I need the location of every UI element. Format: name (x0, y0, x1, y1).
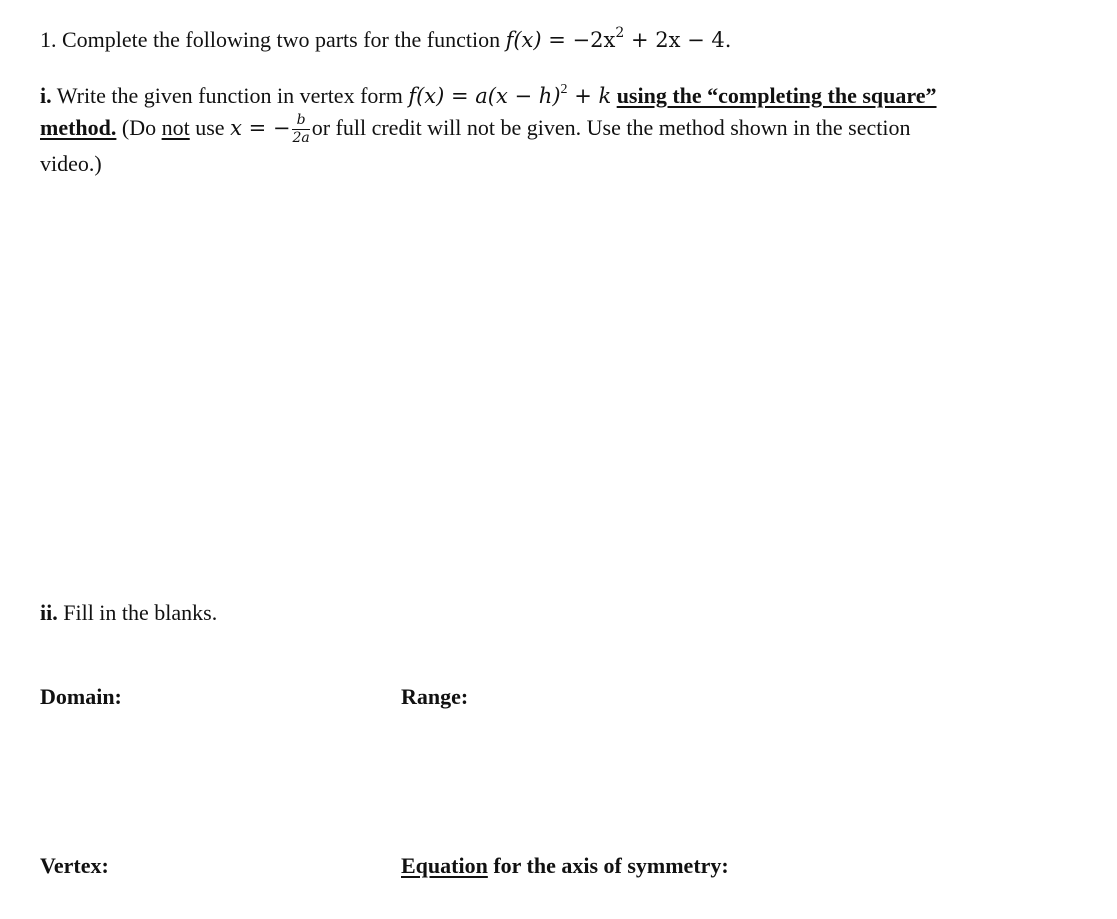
question-line (40, 25, 732, 52)
method-emphasis-a: using the “completing the square” (616, 83, 937, 108)
part1-line1 (40, 81, 937, 108)
range-label: Range: (401, 684, 469, 709)
part1-text-a: Write the given function in vertex form (51, 83, 409, 108)
domain-label: Domain: (40, 684, 122, 709)
function-lhs: f(x) (505, 28, 542, 52)
part1-line3-text: video.) (40, 151, 102, 176)
fraction-denominator: 2a (292, 129, 310, 146)
vertex-label: Vertex: (40, 853, 109, 878)
axis-rest: for the axis of symmetry: (487, 853, 729, 878)
function-rhs-a: −2x (572, 28, 616, 52)
vertex-form-b: + k (567, 84, 612, 108)
part2-text: Fill in the blanks. (57, 600, 218, 625)
use-text: use (189, 115, 231, 141)
fraction-b-over-2a (292, 113, 309, 145)
part1-line2 (40, 114, 911, 146)
part2-label: ii. (40, 600, 58, 625)
method-emphasis-b: method. (40, 115, 117, 141)
part2-line (40, 602, 217, 624)
vertex-form-exp: 2 (560, 81, 568, 97)
function-end: . (724, 28, 732, 52)
question-intro: 1. Complete the following two parts for the function (40, 27, 501, 52)
function-eq: = (541, 28, 573, 52)
function-expression (505, 25, 732, 52)
do-open: (Do (116, 115, 162, 141)
part1-line3 (40, 153, 102, 175)
axis-equation-underlined: Equation (401, 853, 488, 878)
function-rhs-b: + 2x − 4 (624, 28, 725, 52)
axis-of-symmetry-label (401, 855, 729, 877)
part1-rest: or full credit will not be given. Use the method shown in the section (311, 115, 911, 141)
part1-label: i. (40, 83, 52, 108)
vertex-form-a: f(x) = a(x − h) (408, 84, 561, 108)
x-equals: x = − (230, 116, 291, 141)
not-underlined: not (161, 115, 190, 141)
fraction-numerator: b (292, 113, 309, 130)
function-rhs-exp: 2 (615, 25, 625, 41)
